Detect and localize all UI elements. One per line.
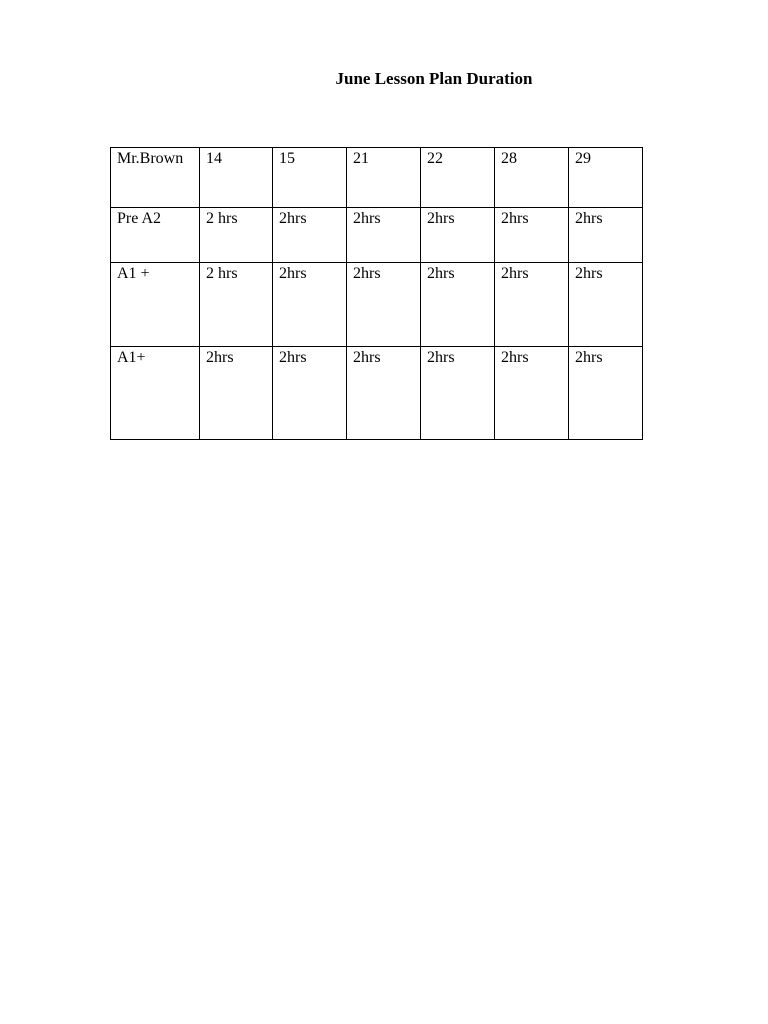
duration-cell: 2hrs [347,263,421,347]
duration-cell: 2hrs [569,347,643,440]
duration-cell: 2hrs [273,208,347,263]
lesson-duration-table [110,147,643,440]
duration-cell: 2hrs [347,208,421,263]
duration-cell: 2hrs [495,347,569,440]
table-header-row [111,148,643,208]
table-row [111,208,643,263]
level-cell: A1 + [111,263,200,347]
duration-cell: 2 hrs [200,208,273,263]
date-cell: 29 [569,148,643,208]
teacher-name-cell: Mr.Brown [111,148,200,208]
duration-cell: 2hrs [273,263,347,347]
duration-cell: 2hrs [495,208,569,263]
level-cell: Pre A2 [111,208,200,263]
date-cell: 14 [200,148,273,208]
duration-cell: 2hrs [495,263,569,347]
page-title: June Lesson Plan Duration [335,69,533,88]
table-row [111,347,643,440]
duration-cell: 2 hrs [200,263,273,347]
date-cell: 28 [495,148,569,208]
level-cell: A1+ [111,347,200,440]
duration-cell: 2hrs [421,347,495,440]
duration-cell: 2hrs [273,347,347,440]
date-cell: 22 [421,148,495,208]
duration-cell: 2hrs [569,263,643,347]
date-cell: 15 [273,148,347,208]
duration-cell: 2hrs [347,347,421,440]
table-row [111,263,643,347]
duration-cell: 2hrs [421,263,495,347]
duration-cell: 2hrs [421,208,495,263]
duration-cell: 2hrs [200,347,273,440]
date-cell: 21 [347,148,421,208]
duration-cell: 2hrs [569,208,643,263]
